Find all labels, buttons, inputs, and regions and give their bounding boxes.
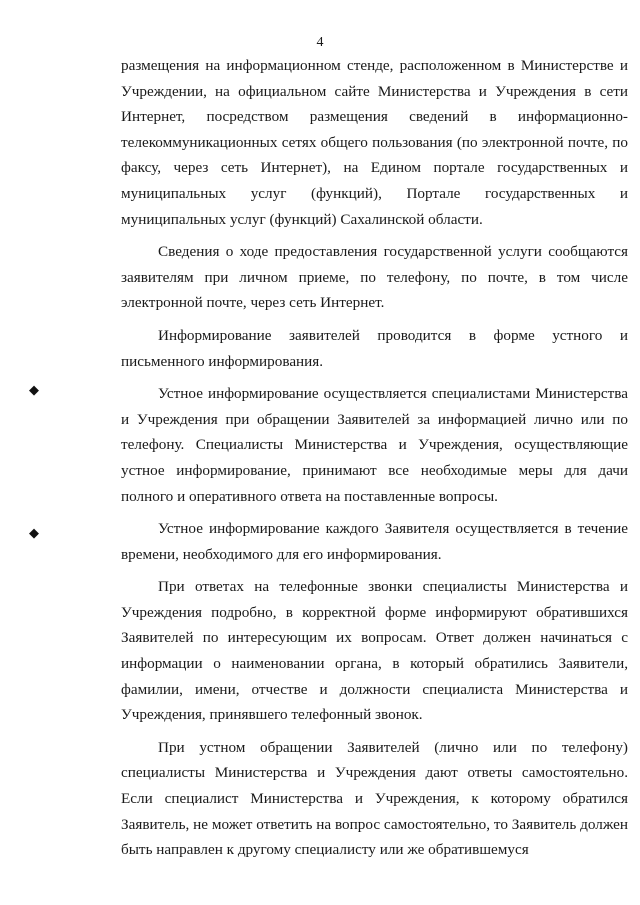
- document-body: [121, 53, 628, 870]
- paragraph: Устное информирование каждого Заявителя осуществляется в течение времени, необходимого для его информирования.: [121, 520, 628, 563]
- punch-hole-mark-icon: ◆: [29, 525, 39, 540]
- page-number: 4: [316, 35, 324, 50]
- paragraph: размещения на информационном стенде, расположенном в Министерстве и Учреждении, на официальном сайте Министерства и Учреждения в сети Интернет, посредством размещения сведений в информационно-телекоммуникационных сетях общего пользования (по электронной почте, по факсу, через сеть Интернет), на Едином портале государственных и муниципальных услуг (функций), Портале государственных и муниципальных услуг (функций) Сахалинской области.: [121, 57, 628, 228]
- paragraph: Информирование заявителей проводится в форме устного и письменного информирования.: [121, 326, 628, 370]
- paragraph: Устное информирование осуществляется специалистами Министерства и Учреждения при обращении Заявителей за информацией лично или по телефону. Специалисты Министерства и Учреждения, осуществляющие устное информирование, принимают все необходимые меры для дачи полного и оперативного ответа на поставленные вопросы.: [121, 385, 628, 505]
- paragraph: При устном обращении Заявителей (лично или по телефону) специалисты Министерства и Учреждения дают ответы самостоятельно. Если специалист Министерства и Учреждения, к которому обратился Заявитель, не может ответить на вопрос самостоятельно, то Заявитель должен быть направлен к другому специалисту или же обратившемуся: [121, 738, 628, 859]
- paragraph: Сведения о ходе предоставления государственной услуги сообщаются заявителям при личном приеме, по телефону, по почте, в том числе электронной почте, через сеть Интернет.: [121, 243, 628, 312]
- punch-hole-mark-icon: ◆: [29, 382, 39, 397]
- paragraph: При ответах на телефонные звонки специалисты Министерства и Учреждения подробно, в корректной форме информируют обратившихся Заявителей по интересующим их вопросам. Ответ должен начинаться с информации о наименовании органа, в который обратились Заявители, фамилии, имени, отчестве и должности специалиста Министерства и Учреждения, принявшего телефонный звонок.: [121, 578, 628, 724]
